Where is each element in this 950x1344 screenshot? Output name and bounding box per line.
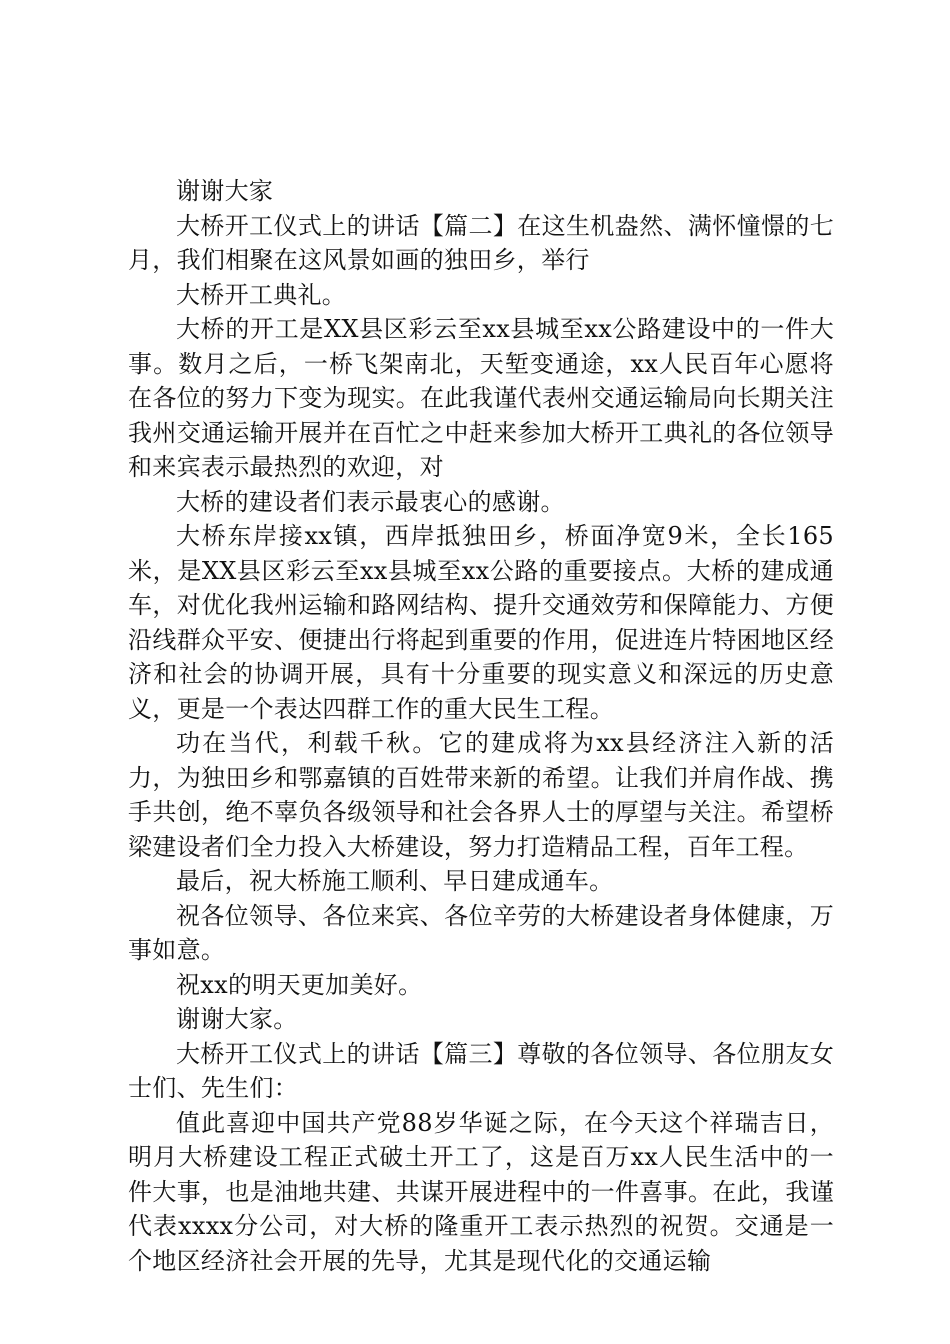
paragraph-ceremony: 大桥开工典礼。 xyxy=(176,280,347,309)
paragraph-gratitude: 大桥的建设者们表示最衷心的感谢。 xyxy=(176,487,565,516)
paragraph-wishes-health: 祝各位领导、各位来宾、各位辛劳的大桥建设者身体健康，万事如意。 xyxy=(128,901,834,964)
paragraph-speech-two-intro: 大桥开工仪式上的讲话【篇二】在这生机盎然、满怀憧憬的七月，我们相聚在这风景如画的独田乡，举行 xyxy=(128,211,834,274)
paragraph-speech-three-body: 值此喜迎中国共产党88岁华诞之际，在今天这个祥瑞吉日，明月大桥建设工程正式破土开工了，这是百万xx人民生活中的一件大事，也是油地共建、共谋开展进程中的一件喜事。在此，我谨代表xxxx分公司，对大桥的隆重开工表示热烈的祝贺。交通是一个地区经济社会开展的先导，尤其是现代化的交通运输 xyxy=(128,1108,834,1275)
paragraph-bridge-details: 大桥东岸接xx镇，西岸抵独田乡，桥面净宽9米，全长165米，是XX县区彩云至xx县城至xx公路的重要接点。大桥的建成通车，对优化我州运输和路网结构、提升交通效劳和保障能力、方便沿线群众平安、便捷出行将起到重要的作用，促进连片特困地区经济和社会的协调开展，具有十分重要的现实意义和深远的历史意义，更是一个表达四群工作的重大民生工程。 xyxy=(128,522,834,723)
paragraph-significance: 大桥的开工是XX县区彩云至xx县城至xx公路建设中的一件大事。数月之后，一桥飞架南北，天堑变通途，xx人民百年心愿将在各位的努力下变为现实。在此我谨代表州交通运输局向长期关注我州交通运输开展并在百忙之中赶来参加大桥开工典礼的各位领导和来宾表示最热烈的欢迎，对 xyxy=(128,315,834,481)
paragraph-thanks-closing: 谢谢大家。 xyxy=(176,1005,298,1033)
paragraph-speech-three-intro: 大桥开工仪式上的讲话【篇三】尊敬的各位领导、各位朋友女士们、先生们： xyxy=(128,1039,834,1102)
document-body xyxy=(128,174,834,1278)
paragraph-thanks: 谢谢大家 xyxy=(176,177,274,205)
paragraph-wishes-construction: 最后，祝大桥施工顺利、早日建成通车。 xyxy=(176,867,614,895)
paragraph-future: 功在当代，利载千秋。它的建成将为xx县经济注入新的活力，为独田乡和鄂嘉镇的百姓带来新的希望。让我们并肩作战、携手共创，绝不辜负各级领导和社会各界人士的厚望与关注。希望桥梁建设者们全力投入大桥建设，努力打造精品工程，百年工程。 xyxy=(128,729,834,861)
paragraph-wishes-tomorrow: 祝xx的明天更加美好。 xyxy=(176,970,423,999)
